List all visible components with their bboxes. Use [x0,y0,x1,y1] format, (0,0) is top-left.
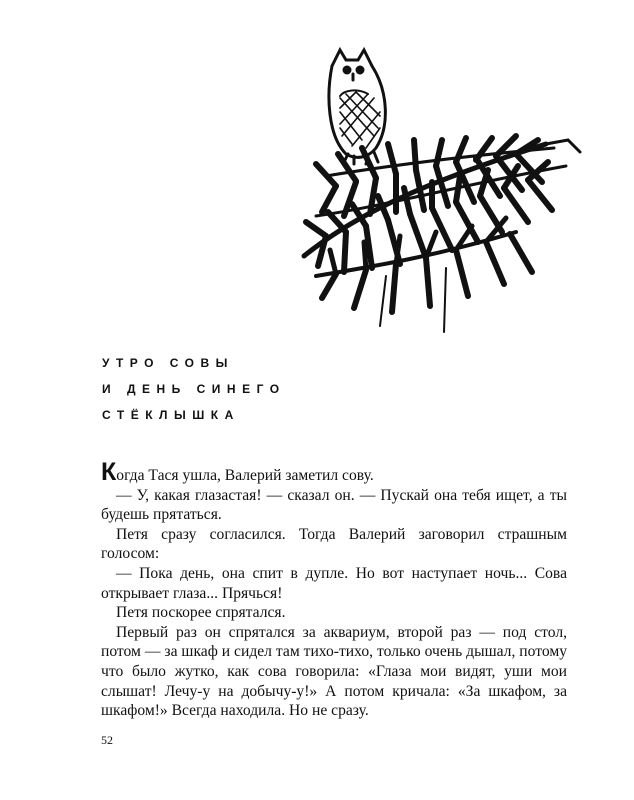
paragraph: Первый раз он спрятался за аквариум, второй раз — под стол, потом — за шкаф и сидел там тихо-тихо, только очень дышал, потому что было жутко, как сова говорила: «Глаза мои видят, уши мои слышат! Лечу-у на добычу-у!» А потом кричала: «За шкафом, за шкафом!» Всегда находила. Но не сразу. [101,623,567,720]
paragraph: — У, какая глазастая! — сказал он. — Пускай она тебя ищет, а ты будешь прятаться. [101,486,567,524]
paragraph: Петя поскорее спрятался. [116,604,286,622]
chapter-title-line: УТРО СОВЫ [102,356,234,370]
illustration-svg [296,36,586,336]
paragraph-text: огда Тася ушла, Валерий заметил сову. [116,467,374,484]
page-number: 52 [101,733,113,747]
drop-cap: К [101,458,117,486]
chapter-title-line: СТЁКЛЫШКА [102,408,240,422]
owl-on-fir-branch-icon [296,36,586,336]
paragraph [101,458,567,486]
body-text [101,458,567,721]
chapter-title [102,350,286,428]
chapter-title-line: И ДЕНЬ СИНЕГО [102,382,286,396]
paragraph: Петя сразу согласился. Тогда Валерий заговорил страшным голосом: [101,525,567,563]
paragraph: — Пока день, она спит в дупле. Но вот наступает ночь... Сова открывает глаза... Прячься! [101,564,567,602]
